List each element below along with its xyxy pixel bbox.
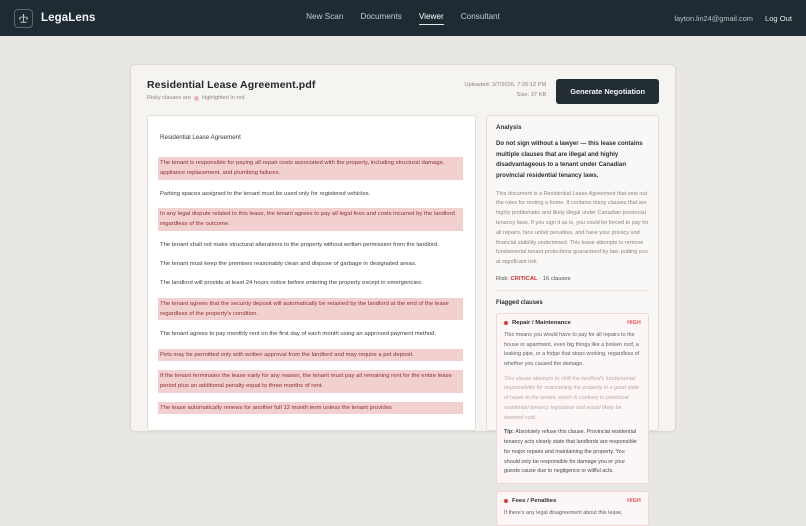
page-body (0, 36, 806, 516)
risky-clause-paragraph[interactable]: The tenant agrees that the security deposit will automatically be retained by the landlord at the end of the lease regardless of the property's condition. (158, 298, 463, 321)
risky-clause-paragraph[interactable]: The lease automatically renews for another full 12 month term unless the tenant provides (158, 402, 463, 414)
clause-legal-note: This clause attempts to shift the landlord's fundamental responsibility for maintaining the property in a good state of repair to the tenant, which is contrary to provincial residential tenancy legislation and would likely be deemed void. (504, 375, 640, 421)
severity-dot-icon (504, 321, 508, 325)
nav-item-new-scan[interactable]: New Scan (306, 12, 344, 21)
viewer-card-header (147, 79, 659, 104)
risk-summary (496, 276, 649, 291)
file-size: Size: 37 KB (516, 91, 547, 98)
generate-negotiation-button[interactable]: Generate Negotiation (556, 79, 659, 104)
flagged-clause-card[interactable] (496, 491, 649, 526)
title-block (147, 79, 315, 101)
document-paragraph: The tenant must keep the premises reasonably clean and dispose of garbage in designated areas. (160, 260, 417, 267)
brand-name: LegaLens (41, 12, 96, 24)
analysis-pane[interactable] (486, 115, 659, 516)
page-title: Residential Lease Agreement.pdf (147, 79, 316, 91)
analysis-warning: Do not sign without a lawyer — this lease contains multiple clauses that are illegal and highly disadvantageous to a tenant under Canadian provincial residential tenancy laws. (496, 140, 643, 179)
severity-badge: HIGH (627, 497, 641, 504)
clause-explanation: If there's any legal disagreement about this lease, (504, 509, 623, 516)
document-paragraph: The tenant shall not make structural alterations to the property without written permission from the landlord. (160, 241, 439, 248)
viewer-card (130, 64, 676, 516)
clause-card-header (504, 320, 641, 326)
document-paragraph: The tenant agrees to pay monthly rent on the first day of each month using an approved payment method. (160, 331, 437, 338)
brand-logo[interactable] (14, 9, 95, 28)
risky-clause-paragraph[interactable]: The tenant is responsible for paying all repair costs associated with the property, including structural damage, appliance replacement, and plumbing failures. (158, 157, 463, 180)
risk-clause-count: · 16 clauses (539, 275, 571, 282)
risky-clause-paragraph[interactable]: Pets may be permitted only with written approval from the landlord and may require a pet deposit. (158, 349, 463, 361)
scales-of-justice-icon (14, 9, 33, 28)
viewer-columns (147, 115, 659, 516)
legend-text-after: highlighted in red. (201, 95, 247, 101)
nav-item-consultant[interactable]: Consultant (460, 12, 500, 21)
flagged-clause-card[interactable] (496, 313, 649, 484)
document-heading: Residential Lease Agreement (160, 134, 241, 141)
analysis-summary: This document is a Residential Lease Agreement that sets out the rules for renting a home. It contains many clauses that are highly problematic and likely illegal under Canadian provincial tenancy laws. If you sign it as is, you could be forced to pay for all repairs, face unfair penalties, and have your privacy and financial stability undermined. This lease attempts to remove fundamental tenant protections guaranteed by law, putting you at significant risk. (496, 190, 649, 266)
risky-clause-paragraph[interactable]: In any legal dispute related to this lease, the tenant agrees to pay all legal fees and costs incurred by the landlord regardless of the outcome. (158, 208, 463, 231)
risky-clause-paragraph[interactable]: If the tenant terminates the lease early for any reason, the tenant must pay all remaining rent for the entire lease period plus an additional penalty equal to three months of rent. (158, 370, 463, 393)
clause-title: Fees / Penalties (512, 497, 557, 504)
legend-note (147, 95, 315, 101)
clause-tip-label: Tip: (504, 429, 516, 436)
flagged-clause-list (496, 313, 649, 526)
risk-label: Risk: (496, 275, 509, 282)
header-actions (464, 79, 659, 104)
severity-dot-icon (504, 499, 508, 503)
legend-text-before: Risky clauses are (147, 95, 191, 101)
clause-tip: Tip: Absolutely refuse this clause. Provincial residential tenancy acts clearly state that landlords are responsible for major repairs and maintaining the property. You should only be responsible for damage you or your guests cause due to negligence or willful acts. (504, 429, 637, 475)
nav-item-documents[interactable]: Documents (360, 12, 402, 21)
severity-badge: HIGH (627, 319, 641, 326)
uploaded-timestamp: Uploaded: 3/7/2026, 7:26:12 PM (464, 82, 547, 88)
logout-button[interactable]: Log Out (764, 13, 792, 23)
clause-title: Repair / Maintenance (512, 319, 571, 326)
nav-item-viewer[interactable]: Viewer (419, 12, 444, 25)
document-paragraph: Parking spaces assigned to the tenant must be used only for registered vehicles. (160, 190, 371, 197)
document-paragraph: The landlord will provide at least 24 hours notice before entering the property except in emergencies. (160, 280, 423, 287)
account-area (674, 14, 792, 23)
main-nav (306, 12, 500, 25)
top-navigation-bar (0, 0, 806, 36)
risk-color-swatch (194, 96, 199, 101)
clause-explanation: This means you would have to pay for all repairs to the house or apartment, even big things like a broken roof, a leaking pipe, or a fridge that stops working, regardless of whether you caused the damage. (504, 331, 640, 368)
flagged-clauses-heading: Flagged clauses (496, 299, 543, 306)
clause-card-header (504, 498, 641, 504)
file-meta (464, 79, 546, 101)
document-paragraph-list (160, 157, 463, 414)
analysis-heading: Analysis (496, 124, 522, 131)
document-preview-pane[interactable] (147, 115, 476, 431)
user-email: layton.lin24@gmail.com (674, 13, 753, 23)
risk-level: CRITICAL (510, 275, 538, 282)
